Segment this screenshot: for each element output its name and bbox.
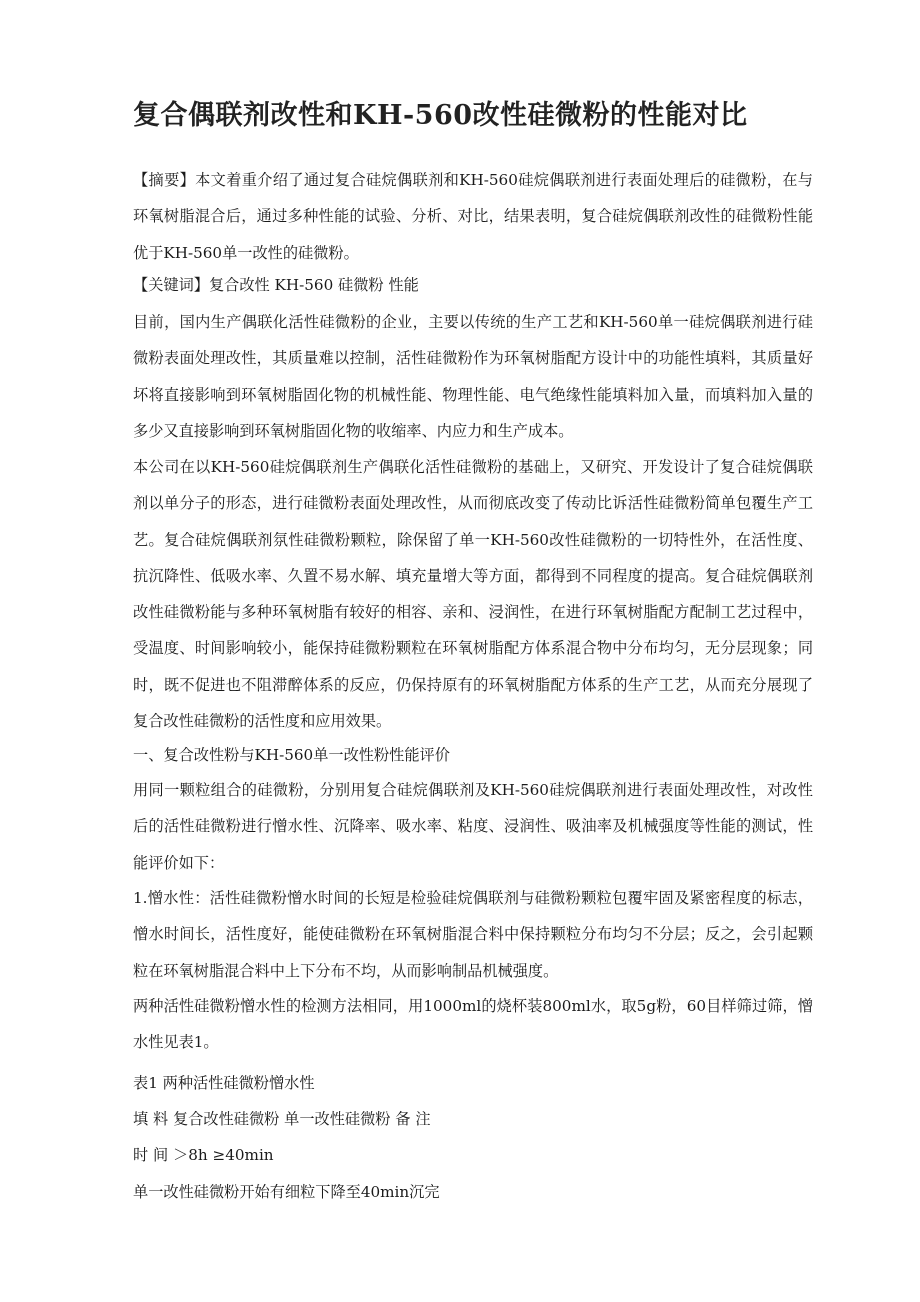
body-paragraph: 本公司在以KH-560硅烷偶联剂生产偶联化活性硅微粉的基础上，又研究、开发设计了复合硅烷偶联剂以单分子的形态，进行硅微粉表面处理改性，从而彻底改变了传动比诉活性硅微粉简单包覆生产工艺。复合硅烷偶联剂氛性硅微粉颗粒，除保留了单一KH-560改性硅微粉的一切特性外，在活性度、抗沉降性、低吸水率、久置不易水解、填充量增大等方面，都得到不同程度的提高。复合硅烷偶联剂改性硅微粉能与多种环氧树脂有较好的相容、亲和、浸润性，在进行环氧树脂配方配制工艺过程中，受温度、时间影响较小，能保持硅微粉颗粒在环氧树脂配方体系混合物中分布均匀，无分层现象；同时，既不促进也不阻滞醉体系的反应，仍保持原有的环氧树脂配方体系的生产工艺，从而充分展现了复合改性硅微粉的活性度和应用效果。	[133, 458, 813, 731]
section-intro-paragraph: 用同一颗粒组合的硅微粉，分别用复合硅烷偶联剂及KH-560硅烷偶联剂进行表面处理改性，对改性后的活性硅微粉进行憎水性、沉降率、吸水率、粘度、浸润性、吸油率及机械强度等性能的测试，性能评价如下：	[133, 781, 813, 872]
body-paragraph: 目前，国内生产偶联化活性硅微粉的企业，主要以传统的生产工艺和KH-560单一硅烷偶联剂进行硅微粉表面处理改性，其质量难以控制，活性硅微粉作为环氧树脂配方设计中的功能性填料，其质量好坏将直接影响到环氧树脂固化物的机械性能、物理性能、电气绝缘性能填料加入量，而填料加入量的多少又直接影响到环氧树脂固化物的收缩率、内应力和生产成本。	[133, 313, 813, 440]
keywords-line: 【关键词】复合改性 KH-560 硅微粉 性能	[133, 276, 419, 294]
item-hydrophobicity-paragraph: 1.憎水性：活性硅微粉憎水时间的长短是检验硅烷偶联剂与硅微粉颗粒包覆牢固及紧密程度的标志，憎水时间长，活性度好，能使硅微粉在环氧树脂混合料中保持颗粒分布均匀不分层；反之，会引起颗粒在环氧树脂混合料中上下分布不均，从而影响制品机械强度。	[133, 889, 813, 980]
item-method-paragraph: 两种活性硅微粉憎水性的检测方法相同，用1000ml的烧杯装800ml水，取5g粉，60目样筛过筛，憎水性见表1。	[133, 997, 813, 1052]
abstract-paragraph: 【摘要】本文着重介绍了通过复合硅烷偶联剂和KH-560硅烷偶联剂进行表面处理后的硅微粉，在与环氧树脂混合后，通过多种性能的试验、分析、对比，结果表明，复合硅烷偶联剂改性的硅微粉性能优于KH-560单一改性的硅微粉。	[133, 171, 813, 262]
table-data-row: 时 间 ＞8h ≥40min	[133, 1146, 274, 1164]
document-title: 复合偶联剂改性和KH-560改性硅微粉的性能对比	[133, 100, 748, 131]
table-caption: 表1 两种活性硅微粉憎水性	[133, 1074, 315, 1092]
table-header-row: 填 料 复合改性硅微粉 单一改性硅微粉 备 注	[133, 1110, 431, 1128]
table-note: 单一改性硅微粉开始有细粒下降至40min沉完	[133, 1183, 440, 1201]
section-heading: 一、复合改性粉与KH-560单一改性粉性能评价	[133, 746, 450, 764]
